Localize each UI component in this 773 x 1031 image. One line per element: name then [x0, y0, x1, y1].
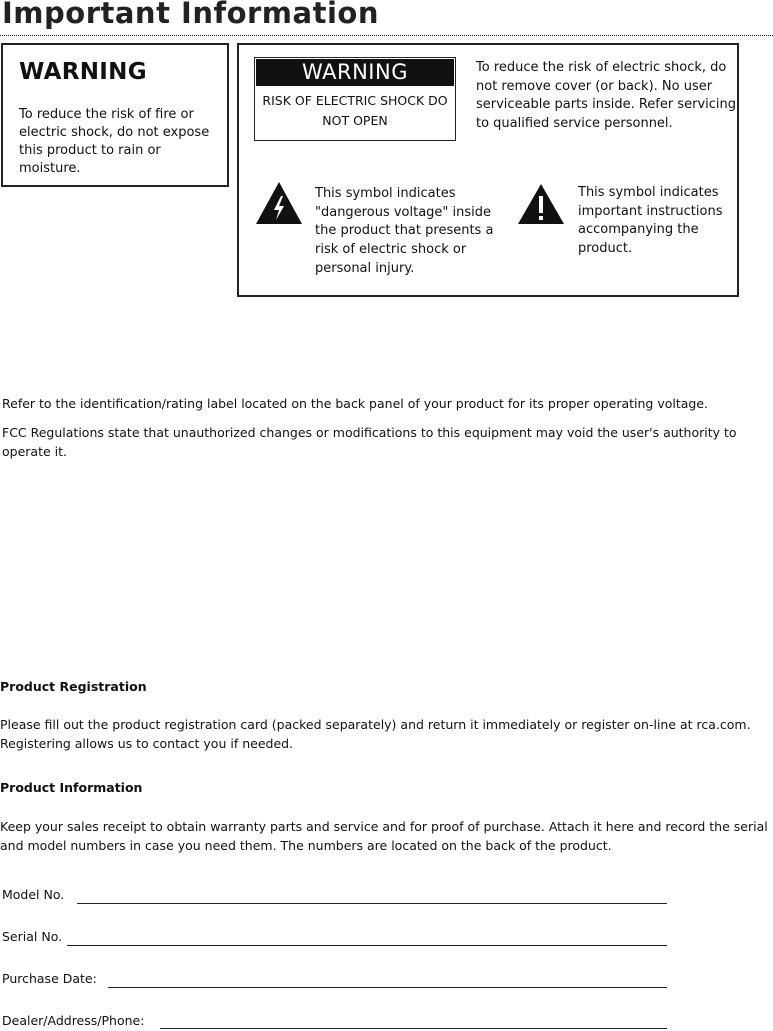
dealer-line[interactable] — [160, 1028, 667, 1029]
fcc-paragraph: FCC Regulations state that unauthorized changes or modifications to this equipment may void the user's authority to operate it. — [2, 425, 737, 459]
exclamation-triangle-icon — [517, 183, 565, 225]
voltage-label-paragraph: Refer to the identification/rating label located on the back panel of your product for its proper operating voltage. — [2, 396, 709, 411]
purchase-date-line[interactable] — [108, 987, 667, 988]
fire-warning-heading: WARNING — [19, 59, 147, 85]
product-info-paragraph: Keep your sales receipt to obtain warranty parts and service and for proof of purchase. Attach it here and record the serial and model numbers in case you need them. The numbers are located on the back of the product. — [0, 819, 768, 853]
warning-label-text: RISK OF ELECTRIC SHOCK DO NOT OPEN — [262, 93, 448, 128]
warning-label-heading: WARNING — [256, 59, 454, 86]
instructions-symbol-text: This symbol indicates important instructions accompanying the product. — [578, 185, 723, 257]
registration-heading: Product Registration — [0, 679, 147, 694]
cover-warning-text: To reduce the risk of electric shock, do not remove cover (or back). No user serviceable parts inside. Refer servicing to qualified service personnel. — [476, 60, 737, 131]
model-number-label: Model No. — [2, 887, 65, 902]
product-info-heading: Product Information — [0, 780, 143, 795]
title-divider — [0, 35, 773, 36]
purchase-date-label: Purchase Date: — [2, 971, 97, 986]
page-title: Important Information — [2, 0, 379, 30]
registration-paragraph: Please fill out the product registration card (packed separately) and return it immediately or register on-line at rca.com. Registering allows us to contact you if needed. — [0, 717, 751, 751]
serial-number-label: Serial No. — [2, 929, 63, 944]
voltage-symbol-text: This symbol indicates "dangerous voltage" inside the product that presents a risk of electric shock or personal injury. — [315, 186, 494, 276]
model-number-line[interactable] — [77, 903, 667, 904]
lightning-bolt-triangle-icon — [255, 181, 303, 225]
fire-warning-text: To reduce the risk of fire or electric shock, do not expose this product to rain or moisture. — [19, 107, 210, 176]
dealer-label: Dealer/Address/Phone: — [2, 1013, 145, 1028]
serial-number-line[interactable] — [67, 945, 667, 946]
